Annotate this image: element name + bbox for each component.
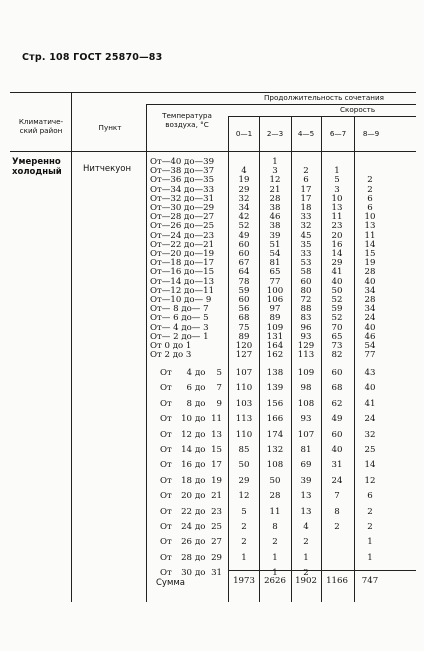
range-end: 19 [211, 475, 222, 486]
temperature-range: От—36 до—35 [150, 175, 215, 186]
table-cell: 1 [334, 166, 340, 177]
range-from: От [160, 537, 172, 548]
table-cell: 28 [269, 193, 281, 204]
range-from: От [160, 398, 172, 409]
sum-label: Сумма [156, 578, 185, 588]
table-cell: 12 [269, 175, 281, 186]
point-column-header: Пункт [98, 123, 122, 132]
table-cell: 38 [269, 203, 281, 213]
range-start: 4 [186, 368, 192, 378]
table-cell: 65 [269, 267, 281, 278]
table-cell: 2 [367, 184, 373, 195]
table-cell: 2 [303, 537, 309, 548]
table-cell: 12 [238, 491, 250, 502]
table-cell: 13 [331, 203, 343, 213]
range-from: От [160, 506, 172, 517]
temperature-range: От—26 до—25 [150, 221, 215, 232]
range-to: до [195, 552, 206, 563]
table-cell: 29 [331, 258, 343, 269]
range-end: 21 [211, 491, 222, 502]
temperature-range: От— 2 до— 1 [150, 331, 209, 342]
table-cell: 89 [238, 331, 250, 342]
table-cell: 107 [235, 368, 253, 378]
temperature-range: От—12 до—11 [150, 285, 215, 296]
table-cell: 39 [300, 475, 312, 486]
temperature-range: От—10 до— 9 [150, 295, 212, 305]
range-from: От [160, 522, 172, 532]
range-end: 25 [211, 522, 222, 532]
table-cell: 43 [364, 368, 376, 378]
table-cell: 2 [367, 506, 373, 517]
temperature-range: От—22 до—21 [150, 239, 215, 250]
speed-range-2-3: 2—3 [266, 129, 284, 138]
table-cell: 28 [364, 295, 376, 305]
range-end: 31 [211, 568, 222, 579]
table-cell: 108 [266, 460, 284, 471]
range-to: до [195, 368, 206, 378]
speed-range-8-9: 8—9 [362, 129, 380, 138]
table-cell: 174 [266, 429, 284, 440]
table-cell: 50 [269, 475, 281, 486]
table-cell: 6 [367, 491, 373, 502]
table-cell: 13 [300, 506, 312, 517]
range-start: 30 [181, 568, 192, 579]
range-end: 11 [211, 414, 222, 425]
table-cell: 34 [238, 203, 250, 213]
table-cell: 33 [300, 249, 312, 259]
table-cell: 29 [238, 475, 250, 486]
temperature-range: От 2 до 3 [150, 350, 192, 361]
sum-value: 1902 [295, 576, 317, 586]
col-divider-3 [228, 116, 229, 602]
table-cell: 13 [364, 221, 376, 232]
table-cell: 15 [364, 249, 376, 259]
table-cell: 98 [300, 383, 312, 394]
table-cell: 129 [297, 341, 315, 351]
range-from: От [160, 475, 172, 486]
table-cell: 156 [266, 398, 284, 409]
range-to: до [195, 414, 206, 425]
table-cell: 2 [334, 522, 340, 532]
col-divider-7 [354, 116, 355, 602]
table-cell: 52 [238, 221, 250, 232]
table-cell: 2 [303, 568, 309, 579]
table-cell: 35 [300, 239, 312, 250]
table-cell: 75 [238, 322, 250, 333]
table-cell: 2 [241, 537, 247, 548]
table-cell: 100 [266, 285, 284, 296]
table-cell: 67 [238, 258, 250, 269]
table-cell: 58 [300, 267, 312, 278]
range-end: 29 [211, 552, 222, 563]
table-cell: 73 [331, 341, 343, 351]
table-cell: 2 [367, 175, 373, 186]
col-divider-6 [321, 116, 322, 602]
table-cell: 32 [364, 429, 376, 440]
table-cell: 40 [331, 276, 343, 287]
table-cell: 40 [364, 276, 376, 287]
col-divider-2 [146, 104, 147, 602]
table-cell: 5 [334, 175, 340, 186]
range-start: 18 [181, 475, 192, 486]
table-cell: 2 [303, 166, 309, 177]
table-cell: 166 [266, 414, 284, 425]
col-divider-5 [291, 116, 292, 602]
table-cell: 50 [331, 285, 343, 296]
table-cell: 110 [235, 429, 253, 440]
range-to: до [195, 398, 206, 409]
table-cell: 138 [266, 368, 284, 378]
table-cell: 18 [300, 203, 312, 213]
range-start: 20 [181, 491, 192, 502]
table-cell: 60 [300, 276, 312, 287]
table-cell: 131 [266, 331, 284, 342]
table-cell: 113 [297, 350, 315, 361]
table-cell: 6 [367, 203, 373, 213]
table-cell: 40 [364, 383, 376, 394]
range-from: От [160, 429, 172, 440]
range-to: до [195, 429, 206, 440]
table-cell: 109 [266, 322, 284, 333]
table-cell: 85 [238, 445, 250, 455]
temperature-range: От—14 до—13 [150, 276, 215, 287]
range-to: до [195, 475, 206, 486]
table-cell: 51 [269, 239, 281, 250]
speed-range-0-1: 0—1 [235, 129, 253, 138]
table-cell: 89 [269, 313, 281, 324]
table-cell: 93 [300, 414, 312, 425]
table-cell: 40 [331, 445, 343, 455]
temperature-range: От—16 до—15 [150, 267, 215, 278]
speed-range-6-7: 6—7 [329, 129, 347, 138]
sum-rule [228, 570, 416, 571]
table-cell: 88 [300, 304, 312, 315]
speed-header: Скорость [340, 105, 376, 114]
table-cell: 25 [364, 445, 376, 455]
temperature-range: От—28 до—27 [150, 212, 215, 223]
range-from: От [160, 460, 172, 471]
table-cell: 6 [303, 175, 309, 186]
temperature-range: От— 6 до— 5 [150, 313, 209, 324]
table-cell: 10 [331, 193, 343, 204]
table-cell: 82 [331, 350, 343, 361]
table-cell: 110 [235, 383, 253, 394]
table-cell: 42 [238, 212, 250, 223]
duration-under-rule [146, 104, 416, 105]
range-start: 26 [181, 537, 192, 548]
table-cell: 59 [238, 285, 250, 296]
range-end: 9 [216, 398, 222, 409]
table-cell: 60 [238, 249, 250, 259]
table-cell: 1 [367, 537, 373, 548]
col-divider-4 [259, 116, 260, 602]
table-cell: 49 [331, 414, 343, 425]
table-cell: 38 [269, 221, 281, 232]
range-from: От [160, 568, 172, 579]
table-cell: 127 [235, 350, 253, 361]
table-cell: 24 [364, 414, 376, 425]
table-cell: 16 [331, 239, 343, 250]
table-cell: 40 [364, 322, 376, 333]
duration-header: Продолжительность сочетания [264, 93, 384, 102]
range-start: 6 [186, 383, 192, 394]
table-cell: 1 [272, 552, 278, 563]
temperature-range: От—32 до—31 [150, 193, 215, 204]
temperature-range: От— 4 до— 3 [150, 322, 209, 333]
table-cell: 14 [364, 460, 376, 471]
table-cell: 62 [331, 398, 343, 409]
temperature-column-header: Температура воздуха, °C [162, 111, 212, 129]
table-cell: 1 [272, 568, 278, 579]
range-from: От [160, 552, 172, 563]
range-end: 5 [216, 368, 222, 378]
table-cell: 4 [241, 166, 247, 177]
table-cell: 72 [300, 295, 312, 305]
range-end: 23 [211, 506, 222, 517]
col-divider-1 [71, 92, 72, 602]
table-cell: 52 [331, 313, 343, 324]
table-cell: 60 [331, 368, 343, 378]
table-cell: 41 [331, 267, 343, 278]
table-cell: 108 [297, 398, 315, 409]
table-cell: 97 [269, 304, 281, 315]
table-cell: 132 [266, 445, 284, 455]
range-from: От [160, 368, 172, 378]
table-cell: 41 [364, 398, 376, 409]
table-cell: 14 [331, 249, 343, 259]
table-cell: 11 [331, 212, 343, 223]
table-cell: 77 [364, 350, 376, 361]
table-cell: 93 [300, 331, 312, 342]
table-cell: 70 [331, 322, 343, 333]
range-start: 14 [181, 445, 192, 455]
range-to: до [195, 568, 206, 579]
range-start: 24 [181, 522, 192, 532]
temperature-range: От—20 до—19 [150, 249, 215, 259]
table-cell: 28 [269, 491, 281, 502]
table-cell: 31 [331, 460, 343, 471]
table-cell: 50 [238, 460, 250, 471]
table-cell: 34 [364, 285, 376, 296]
table-cell: 56 [238, 304, 250, 315]
table-cell: 39 [269, 230, 281, 241]
range-end: 17 [211, 460, 222, 471]
table-cell: 60 [331, 429, 343, 440]
range-to: до [195, 491, 206, 502]
table-cell: 2 [367, 522, 373, 532]
table-cell: 107 [297, 429, 315, 440]
table-cell: 139 [266, 383, 284, 394]
speed-under-rule [228, 116, 416, 117]
region-column-header: Климатиче-ский район [18, 117, 64, 135]
table-cell: 14 [364, 239, 376, 250]
temperature-range: От 0 до 1 [150, 341, 192, 351]
table-cell: 1 [303, 552, 309, 563]
table-cell: 8 [334, 506, 340, 517]
table-cell: 162 [266, 350, 284, 361]
table-cell: 83 [300, 313, 312, 324]
table-cell: 19 [238, 175, 250, 186]
table-cell: 21 [269, 184, 281, 195]
table-cell: 10 [364, 212, 376, 223]
table-cell: 4 [303, 522, 309, 532]
range-to: до [195, 506, 206, 517]
table-cell: 19 [364, 258, 376, 269]
table-cell: 17 [300, 193, 312, 204]
range-start: 12 [181, 429, 192, 440]
table-cell: 24 [331, 475, 343, 486]
table-cell: 34 [364, 304, 376, 315]
temperature-range: От—24 до—23 [150, 230, 215, 241]
table-cell: 5 [241, 506, 247, 517]
table-cell: 65 [331, 331, 343, 342]
table-cell: 7 [334, 491, 340, 502]
table-cell: 68 [238, 313, 250, 324]
table-cell: 29 [238, 184, 250, 195]
table-cell: 8 [272, 522, 278, 532]
range-from: От [160, 383, 172, 394]
range-from: От [160, 414, 172, 425]
range-end: 15 [211, 445, 222, 455]
temperature-range: От—40 до—39 [150, 157, 215, 167]
range-to: до [195, 537, 206, 548]
table-cell: 33 [300, 212, 312, 223]
table-cell: 24 [364, 313, 376, 324]
table-cell: 46 [269, 212, 281, 223]
table-cell: 3 [334, 184, 340, 195]
table-cell: 52 [331, 295, 343, 305]
sum-value: 2626 [264, 576, 286, 586]
range-to: до [195, 383, 206, 394]
table-cell: 12 [364, 475, 376, 486]
range-end: 13 [211, 429, 222, 440]
range-start: 10 [181, 414, 192, 425]
table-cell: 68 [331, 383, 343, 394]
range-start: 22 [181, 506, 192, 517]
range-start: 8 [186, 398, 192, 409]
temperature-range: От—38 до—37 [150, 166, 215, 177]
sum-value: 1973 [233, 576, 255, 586]
table-cell: 113 [235, 414, 253, 425]
table-cell: 109 [297, 368, 315, 378]
table-cell: 96 [300, 322, 312, 333]
table-cell: 1 [241, 552, 247, 563]
table-cell: 1 [272, 157, 278, 167]
range-to: до [195, 445, 206, 455]
climate-region: Умеренно холодный [12, 157, 62, 177]
table-cell: 54 [364, 341, 376, 351]
table-cell: 23 [331, 221, 343, 232]
table-cell: 6 [367, 193, 373, 204]
range-from: От [160, 491, 172, 502]
table-cell: 78 [238, 276, 250, 287]
table-cell: 80 [300, 285, 312, 296]
table-cell: 2 [241, 522, 247, 532]
sum-value: 1166 [326, 576, 348, 586]
range-end: 7 [216, 383, 222, 394]
page-header: Стр. 108 ГОСТ 25870—83 [22, 52, 163, 63]
table-cell: 3 [272, 166, 278, 177]
table-cell: 81 [269, 258, 281, 269]
table-cell: 13 [300, 491, 312, 502]
table-cell: 64 [238, 267, 250, 278]
temperature-range: От—30 до—29 [150, 203, 215, 213]
range-to: до [195, 522, 206, 532]
table-cell: 69 [300, 460, 312, 471]
table-cell: 60 [238, 295, 250, 305]
temperature-range: От—18 до—17 [150, 258, 215, 269]
temperature-range: От—34 до—33 [150, 184, 215, 195]
table-cell: 120 [235, 341, 253, 351]
table-cell: 59 [331, 304, 343, 315]
table-cell: 46 [364, 331, 376, 342]
table-cell: 81 [300, 445, 312, 455]
table-cell: 20 [331, 230, 343, 241]
table-cell: 1 [367, 552, 373, 563]
table-cell: 45 [300, 230, 312, 241]
temperature-range: От— 8 до— 7 [150, 304, 209, 315]
station-name: Нитчекуон [83, 164, 132, 174]
table-cell: 49 [238, 230, 250, 241]
table-cell: 11 [269, 506, 281, 517]
table-cell: 17 [300, 184, 312, 195]
table-cell: 77 [269, 276, 281, 287]
table-cell: 32 [300, 221, 312, 232]
sum-value: 747 [361, 576, 379, 586]
table-cell: 103 [235, 398, 253, 409]
table-cell: 11 [364, 230, 376, 241]
table-cell: 106 [266, 295, 284, 305]
speed-range-4-5: 4—5 [297, 129, 315, 138]
table-cell: 2 [272, 537, 278, 548]
table-cell: 60 [238, 239, 250, 250]
table-cell: 28 [364, 267, 376, 278]
table-cell: 164 [266, 341, 284, 351]
range-to: до [195, 460, 206, 471]
table-cell: 53 [300, 258, 312, 269]
range-from: От [160, 445, 172, 455]
range-start: 16 [181, 460, 192, 471]
range-end: 27 [211, 537, 222, 548]
table-cell: 54 [269, 249, 281, 259]
range-start: 28 [181, 552, 192, 563]
table-cell: 32 [238, 193, 250, 204]
